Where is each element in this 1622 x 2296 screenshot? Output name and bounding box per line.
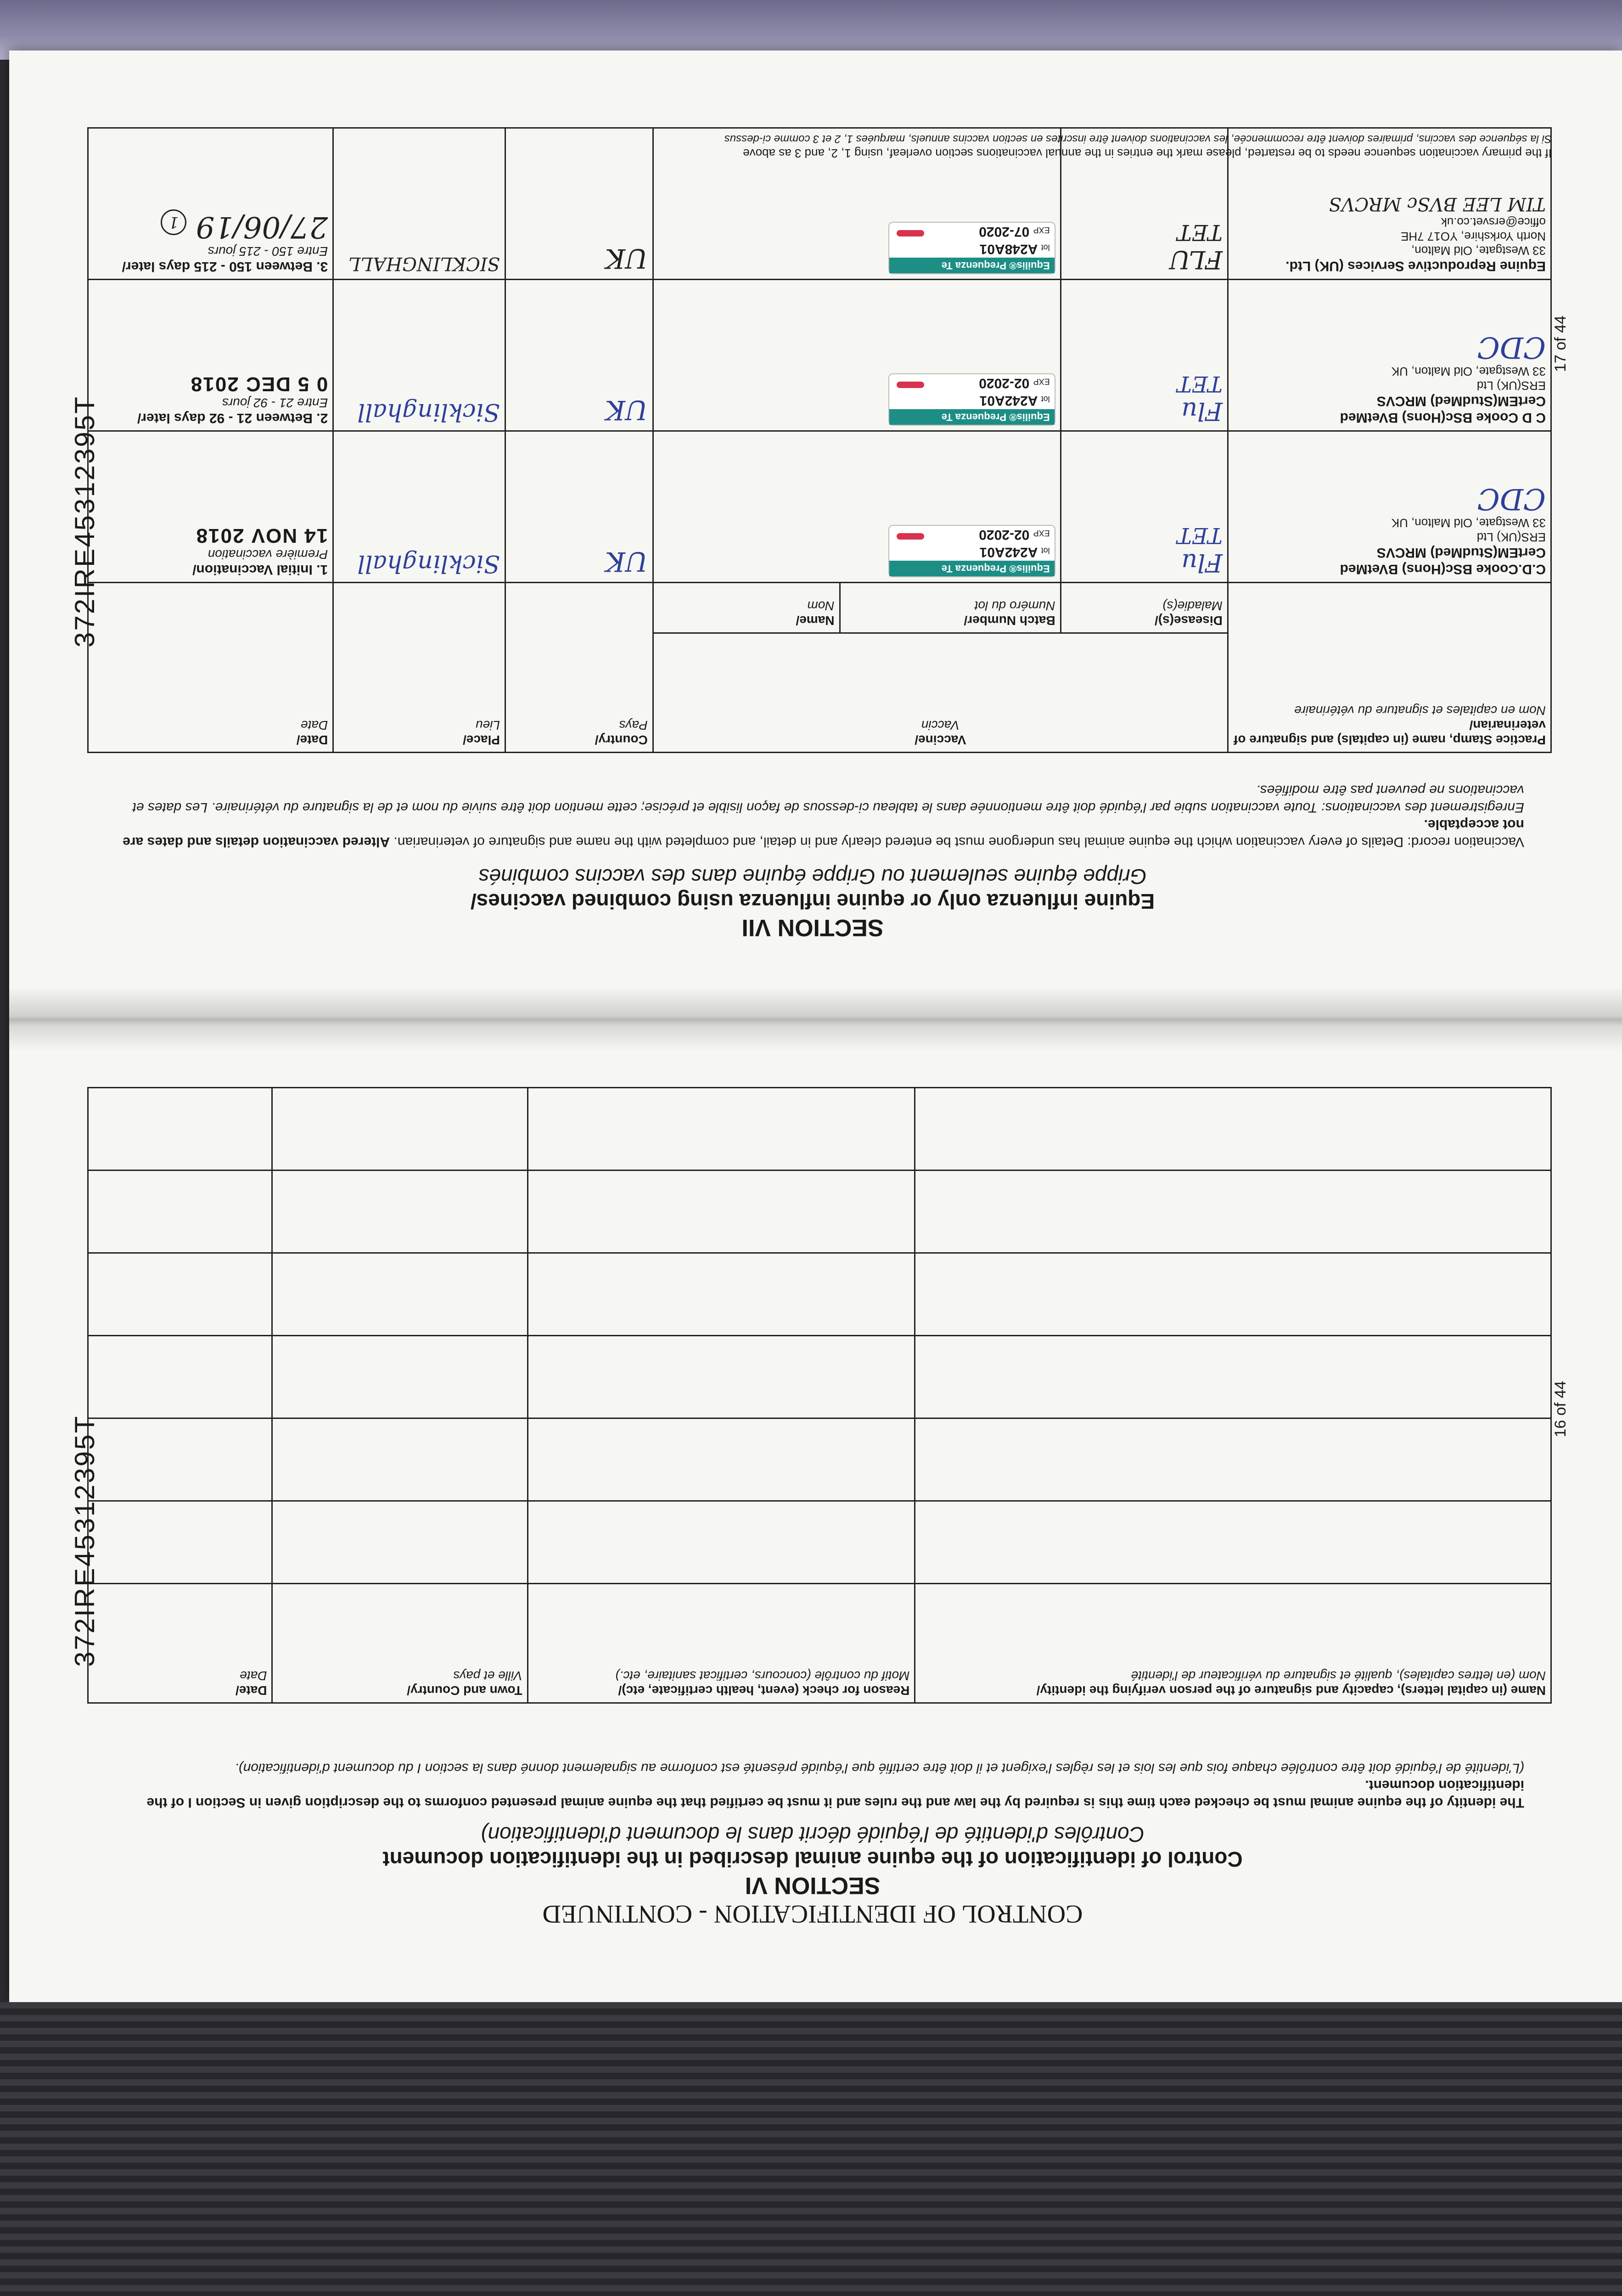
vet-stamp-1: C.D.Cooke BSc(Hons) BVetMed CertEM(StudMed) MRCVS ERS(UK) Ltd 33 Westgate, Old Malton, UK CDC [1228, 431, 1551, 583]
place-1: Sicklinghall [333, 431, 505, 583]
vaccination-intro-en: Vaccination record: Details of every vaccination which the equine animal has undergone must be entered clearly and in detail, and completed with the name and signature of veterinarian. Altered vaccination details and dates are not acceptable. [123, 817, 1524, 850]
section-vii-heading: Equine influenza only or equine influenza using combined vaccines/ [470, 889, 1155, 913]
passport-id-lower: 372IRE45312395T [69, 1415, 100, 1667]
disease-3: FLU TET [1061, 128, 1228, 280]
vet-signature-2: CDC [1477, 330, 1546, 364]
restart-mark: 1 [161, 209, 186, 235]
place-3: SICKLINGHALL [333, 128, 505, 280]
footnote-fr: Si la séquence des vaccins, primaires doivent être recommencée, les vaccinations doivent être inscrites en section vaccins annuels, marquées 1, 2 et 3 comme ci-dessus [724, 133, 1552, 146]
section-vi-heading-fr: Contrôles d'identité de l'équidé décrit dans le document d'identification) [481, 1823, 1145, 1846]
empty-row [88, 1253, 1551, 1336]
vaccination-table [87, 127, 1552, 753]
section-vii-title: SECTION VII [741, 914, 884, 941]
vaccination-intro-fr: Enregistrement des vaccinations: Toute vaccination subie par l'équidé doit être mentionnée dans le tableau ci-dessous de façon lisible et précise; cette mention doit être suivie du nom et de la signature du vétérinaire. Les dates et vaccinations ne peuvent pas être modifiées. [132, 782, 1524, 815]
disease-1: Flu TET [1061, 431, 1228, 583]
date-1: 1. Initial Vaccination/ Première vaccination 14 NOV 2018 [88, 431, 333, 583]
country-2: UK [505, 280, 653, 431]
vet-stamp-2: C D Cooke BSc(Hons) BVetMed CertEM(StudMed) MRCVS ERS(UK) Ltd 33 Westgate, Old Malton, UK CDC [1228, 280, 1551, 431]
empty-row [88, 1418, 1551, 1501]
vaccine-label-1: Equilis® Prequenza Te lot A242A01 EXP 02-2020 [653, 431, 1061, 583]
identity-intro-en: The identity of the equine animal must be checked each time this is required by the law and the rules and it must be certified that the equine animal presented conforms to the description given in Section I of the identification document. [146, 1778, 1524, 1810]
vaccine-label-3: Equilis® Prequenza Te lot A248A01 EXP 07-2020 [653, 128, 1061, 280]
empty-row [88, 1171, 1551, 1253]
vet-signature-1: CDC [1477, 481, 1546, 516]
section-vi-title: SECTION VI [745, 1872, 881, 1899]
col-country: Country/ Pays [505, 583, 653, 753]
vet-stamp-3: Equine Reproductive Services (UK) Ltd. 33 Westgate, Old Malton, North Yorkshire, YO17 7HE office@ersvet.co.uk TIM LEE BVSc MRCVS [1228, 128, 1551, 280]
col-stamp: Practice Stamp, name (in capitals) and signature of veterinarian/ Nom en capitales et signature du vétérinaire [1228, 583, 1551, 753]
col-reason: Reason for check (event, health certificate, etc)/ Motif du contrôle (concours, certificat sanitaire, etc.) [528, 1584, 915, 1703]
page-fold [9, 987, 1622, 1052]
col-town: Town and Country/ Ville et pays [272, 1584, 528, 1703]
page-number-17: 17 of 44 [1552, 315, 1569, 372]
identity-intro-fr: (L'identité de l'équidé doit être contrôlée chaque fois que les lois et les règles l'exigent et il doit être certifié que l'équidé présenté est conforme au signalement donné dans la section I du document d'identification). [235, 1761, 1524, 1776]
disease-2: Flu TET [1061, 280, 1228, 431]
col-name: Name/ Nom [653, 583, 840, 633]
page-section-vii [64, 106, 1569, 969]
col-date: Date/ Date [88, 583, 333, 753]
section-vi-heading: Control of identification of the equine animal described in the identification document [382, 1847, 1243, 1871]
continued-title: CONTROL OF IDENTIFICATION - CONTINUED [542, 1900, 1083, 1928]
place-2: Sicklinghall [333, 280, 505, 431]
col-verifier: Name (in capital letters), capacity and signature of the person verifying the identity/ Nom (en lettres capitales), qualité et signature du vérificateur de l'identité [915, 1584, 1551, 1703]
date-3: 3. Between 150 - 215 days later/ Entre 150 - 215 jours 27/06/19 1 [88, 128, 333, 280]
empty-row [88, 1336, 1551, 1418]
country-1: UK [505, 431, 653, 583]
date-2: 2. Between 21 - 92 days later/ Entre 21 - 92 jours 0 5 DEC 2018 [88, 280, 333, 431]
identity-control-table [87, 1087, 1552, 1704]
vet-signature-3: TIM LEE BVSc MRCVS [1329, 193, 1546, 215]
col-check-date: Date/ Date [88, 1584, 272, 1703]
col-place: Place/ Lieu [333, 583, 505, 753]
scanner-background [0, 2002, 1622, 2296]
country-3: UK [505, 128, 653, 280]
section-vii-heading-fr: Grippe équine seulement ou Grippe équine dans des vaccins combinés [478, 865, 1147, 889]
vaccination-row-2 [88, 280, 1551, 431]
empty-row [88, 1088, 1551, 1171]
empty-row [88, 1501, 1551, 1584]
col-vaccine: Vaccine/ Vaccin [653, 633, 1228, 753]
vaccination-row-1 [88, 431, 1551, 583]
footnote-en: If the primary vaccination sequence needs to be restarted, please mark the entries in the annual vaccinations section overleaf, using 1, 2, and 3 as above [743, 146, 1552, 160]
vaccine-label-2: Equilis® Prequenza Te lot A242A01 EXP 02-2020 [653, 280, 1061, 431]
page-number-16: 16 of 44 [1552, 1381, 1569, 1437]
passport-id-upper: 372IRE45312395T [69, 395, 100, 647]
col-batch: Batch Number/ Numéro du lot [840, 583, 1061, 633]
page-section-vi [64, 1070, 1569, 1942]
col-disease: Disease(s)/ Maladie(s) [1061, 583, 1228, 633]
